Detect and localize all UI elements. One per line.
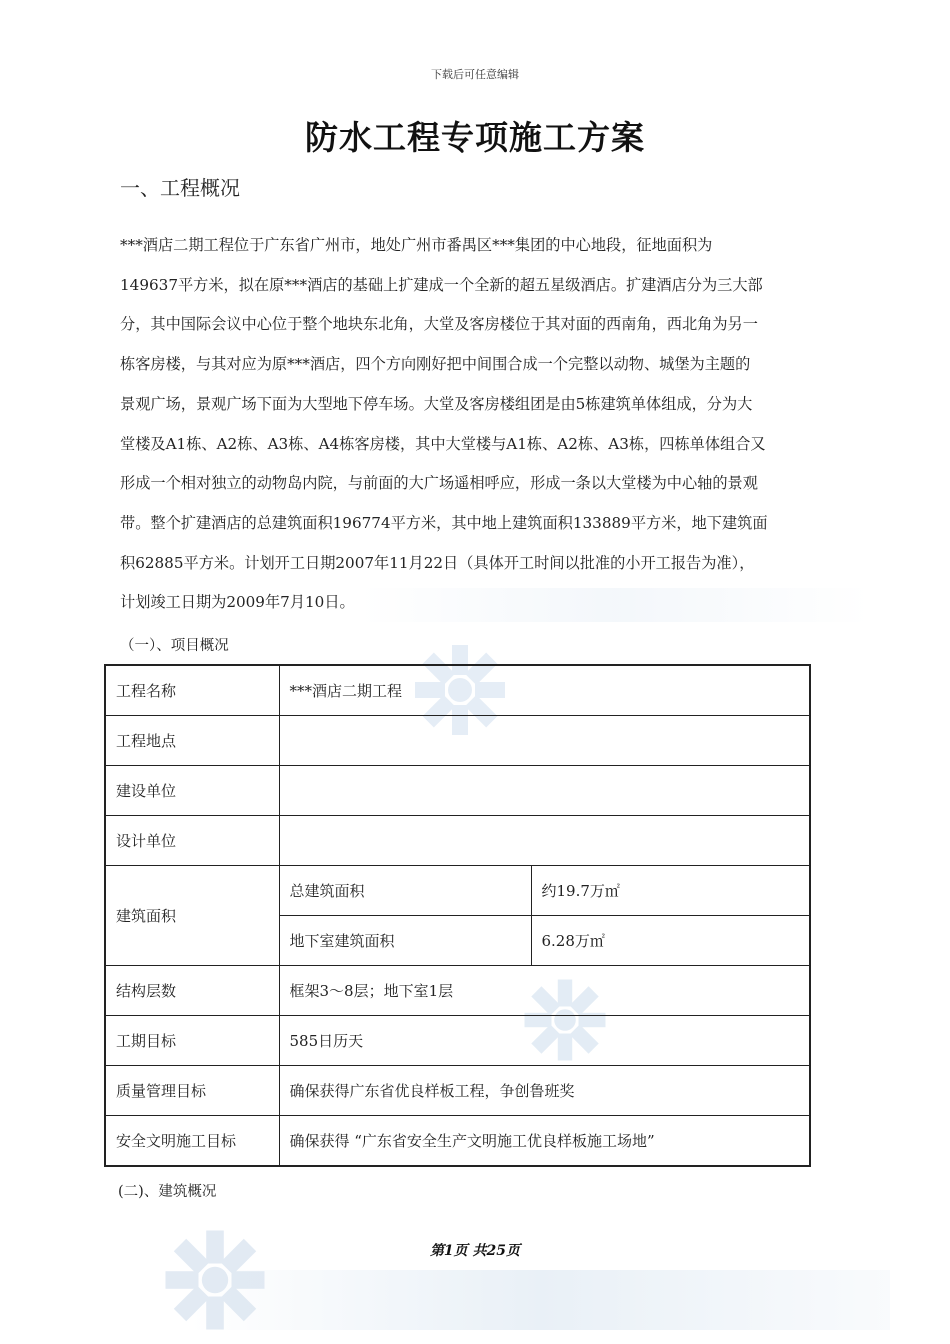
overview-paragraph bbox=[120, 226, 832, 623]
paragraph-line: 分，其中国际会议中心位于整个地块东北角，大堂及客房楼位于其对面的西南角，西北角为另一 bbox=[120, 315, 758, 334]
table-row bbox=[105, 665, 810, 716]
table-label-cell: 结构层数 bbox=[105, 966, 279, 1016]
table-value-cell: 约19.7万㎡ bbox=[531, 866, 810, 916]
table-label-cell: 质量管理目标 bbox=[105, 1066, 279, 1116]
document-title: 防水工程专项施工方案 bbox=[305, 118, 645, 157]
project-info-table bbox=[104, 664, 811, 1167]
table-row bbox=[105, 966, 810, 1016]
table-value-cell: 585日历天 bbox=[279, 1016, 810, 1066]
subsection-heading-project: （一）、项目概况 bbox=[120, 638, 229, 654]
table-label-cell: 安全文明施工目标 bbox=[105, 1116, 279, 1167]
table-row bbox=[105, 716, 810, 766]
table-row bbox=[105, 866, 810, 916]
table-label-cell: 建筑面积 bbox=[105, 866, 279, 966]
table-row bbox=[105, 766, 810, 816]
paragraph-line: 栋客房楼，与其对应为原***酒店，四个方向刚好把中间围合成一个完整以动物、城堡为主题的 bbox=[120, 355, 751, 374]
page-footer: 第1页 共25页 bbox=[429, 1243, 521, 1259]
watermark-band bbox=[190, 1270, 890, 1330]
header-note: 下载后可任意编辑 bbox=[431, 68, 519, 81]
paragraph-line: 堂楼及A1栋、A2栋、A3栋、A4栋客房楼，其中大堂楼与A1栋、A2栋、A3栋，四栋单体组合又 bbox=[120, 434, 766, 453]
table-value-cell bbox=[279, 766, 810, 816]
table-row bbox=[105, 1116, 810, 1167]
paragraph-line: 形成一个相对独立的动物岛内院，与前面的大广场遥相呼应，形成一条以大堂楼为中心轴的景观 bbox=[120, 474, 758, 493]
table-label-cell: 设计单位 bbox=[105, 816, 279, 866]
table-value-cell bbox=[279, 816, 810, 866]
table-value-cell bbox=[279, 716, 810, 766]
table-value-cell: 确保获得 “广东省安全生产文明施工优良样板施工场地” bbox=[279, 1116, 810, 1167]
table-value-cell: 确保获得广东省优良样板工程，争创鲁班奖 bbox=[279, 1066, 810, 1116]
table-row bbox=[105, 1066, 810, 1116]
table-row bbox=[105, 816, 810, 866]
table-row bbox=[105, 1016, 810, 1066]
table-label-cell: 工期目标 bbox=[105, 1016, 279, 1066]
paragraph-line: 带。整个扩建酒店的总建筑面积196774平方米，其中地上建筑面积133889平方米，地下建筑面 bbox=[120, 513, 768, 532]
subsection-heading-building: (二)、建筑概况 bbox=[118, 1184, 217, 1200]
table-sublabel-cell: 地下室建筑面积 bbox=[279, 916, 531, 966]
paragraph-line: ***酒店二期工程位于广东省广州市，地处广州市番禺区***集团的中心地段，征地面积为 bbox=[120, 236, 713, 254]
paragraph-line: 积62885平方米。计划开工日期2007年11月22日（具体开工时间以批准的小开工报告为准）， bbox=[120, 553, 755, 572]
paragraph-line: 计划竣工日期为2009年7月10日。 bbox=[120, 593, 355, 612]
paragraph-line: 景观广场，景观广场下面为大型地下停车场。大堂及客房楼组团是由5栋建筑单体组成，分为大 bbox=[120, 394, 753, 413]
table-sublabel-cell: 总建筑面积 bbox=[279, 866, 531, 916]
table-label-cell: 工程名称 bbox=[105, 665, 279, 716]
table-value-cell: 框架3～8层；地下室1层 bbox=[279, 966, 810, 1016]
table-value-cell: 6.28万㎡ bbox=[531, 916, 810, 966]
table-label-cell: 工程地点 bbox=[105, 716, 279, 766]
table-value-cell: ***酒店二期工程 bbox=[279, 665, 810, 716]
table-label-cell: 建设单位 bbox=[105, 766, 279, 816]
paragraph-line: 149637平方米，拟在原***酒店的基础上扩建成一个全新的超五星级酒店。扩建酒店分为三大部 bbox=[120, 275, 763, 294]
section-heading: 一、工程概况 bbox=[120, 176, 240, 200]
